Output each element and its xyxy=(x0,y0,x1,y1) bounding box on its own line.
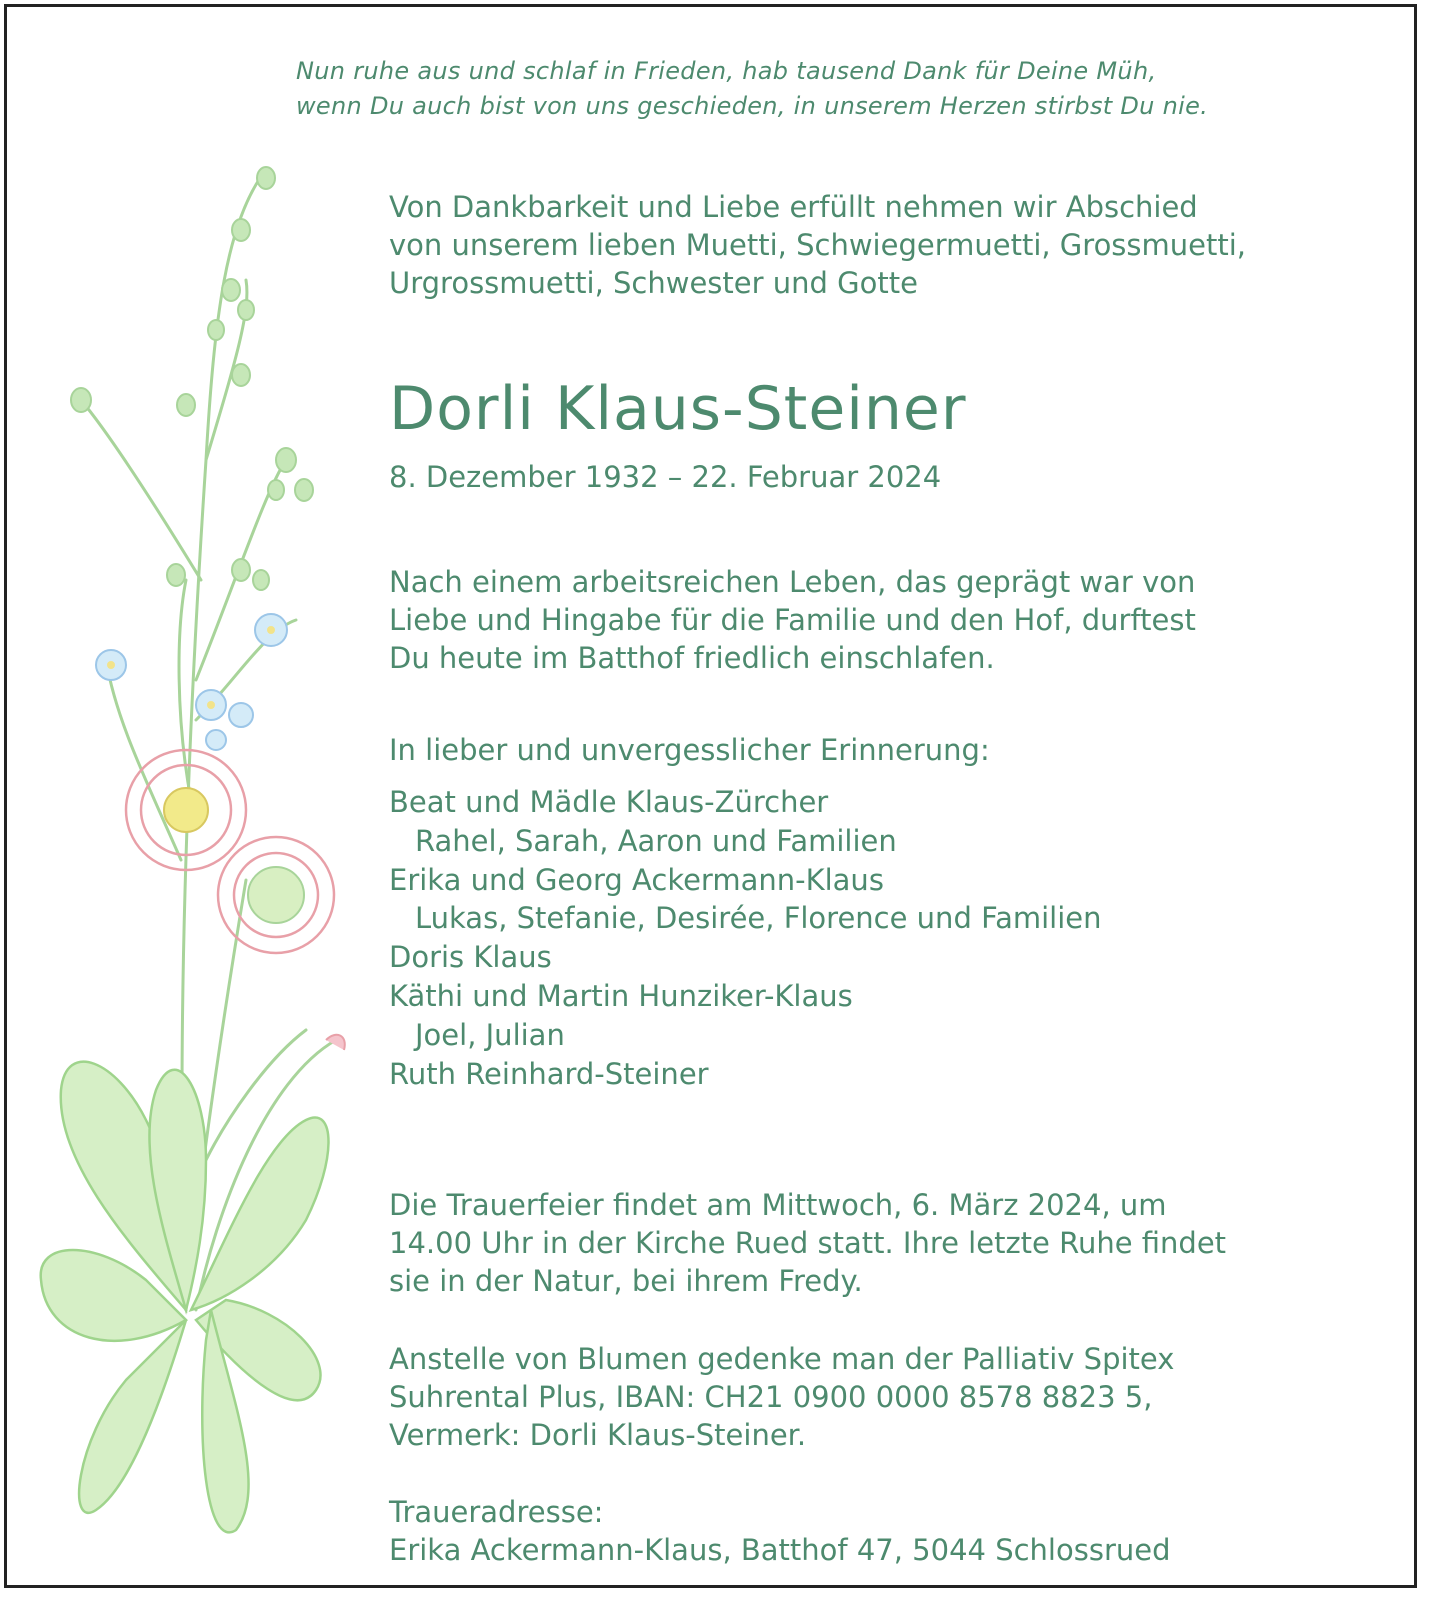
mourner-line: Erika und Georg Ackermann-Klaus xyxy=(389,862,884,897)
mourner-line: Rahel, Sarah, Aaron und Familien xyxy=(415,823,897,858)
life-line: Du heute im Batthof friedlich einschlafen. xyxy=(389,641,995,675)
verse-line: Nun ruhe aus und schlaf in Frieden, hab tausend Dank für Deine Müh, xyxy=(296,57,1157,85)
life-text xyxy=(389,563,1196,677)
donation-line: Suhrental Plus, IBAN: CH21 0900 0000 8578 8823 5, xyxy=(389,1380,1153,1414)
donation-line: Anstelle von Blumen gedenke man der Palliativ Spitex xyxy=(389,1342,1175,1376)
life-line: Liebe und Hingabe für die Familie und den Hof, durftest xyxy=(389,603,1196,637)
memorial-verse xyxy=(296,54,1208,124)
mourner-line: Käthi und Martin Hunziker-Klaus xyxy=(389,978,853,1013)
service-line: sie in der Natur, bei ihrem Fredy. xyxy=(389,1264,863,1298)
farewell-intro xyxy=(389,188,1246,302)
memory-heading: In lieber und unvergesslicher Erinnerung: xyxy=(389,733,990,767)
deceased-name: Dorli Klaus-Steiner xyxy=(389,374,967,444)
address-value: Erika Ackermann-Klaus, Batthof 47, 5044 Schlossrued xyxy=(389,1533,1171,1567)
mourner-line: Ruth Reinhard-Steiner xyxy=(389,1056,709,1091)
service-line: 14.00 Uhr in der Kirche Rued statt. Ihre letzte Ruhe findet xyxy=(389,1226,1227,1260)
donation-line: Vermerk: Dorli Klaus-Steiner. xyxy=(389,1418,807,1452)
address-label: Traueradresse: xyxy=(389,1495,604,1529)
mourner-line: Lukas, Stefanie, Desirée, Florence und Familien xyxy=(415,901,1102,936)
intro-line: Von Dankbarkeit und Liebe erfüllt nehmen wir Abschied xyxy=(389,190,1198,224)
life-dates: 8. Dezember 1932 – 22. Februar 2024 xyxy=(389,460,942,494)
mourning-address xyxy=(389,1493,1171,1569)
intro-line: von unserem lieben Muetti, Schwiegermuetti, Grossmuetti, xyxy=(389,228,1247,262)
mourner-line: Doris Klaus xyxy=(389,940,552,975)
donation-info xyxy=(389,1340,1174,1454)
intro-line: Urgrossmuetti, Schwester und Gotte xyxy=(389,266,918,300)
service-line: Die Trauerfeier findet am Mittwoch, 6. März 2024, um xyxy=(389,1188,1167,1222)
botanical-illustration-icon xyxy=(36,160,356,1560)
mourners-list xyxy=(389,783,1102,1093)
mourner-line: Joel, Julian xyxy=(415,1017,565,1052)
life-line: Nach einem arbeitsreichen Leben, das geprägt war von xyxy=(389,565,1196,599)
verse-line: wenn Du auch bist von uns geschieden, in unserem Herzen stirbst Du nie. xyxy=(296,92,1209,120)
funeral-service-info xyxy=(389,1186,1226,1300)
mourner-line: Beat und Mädle Klaus-Zürcher xyxy=(389,785,829,819)
